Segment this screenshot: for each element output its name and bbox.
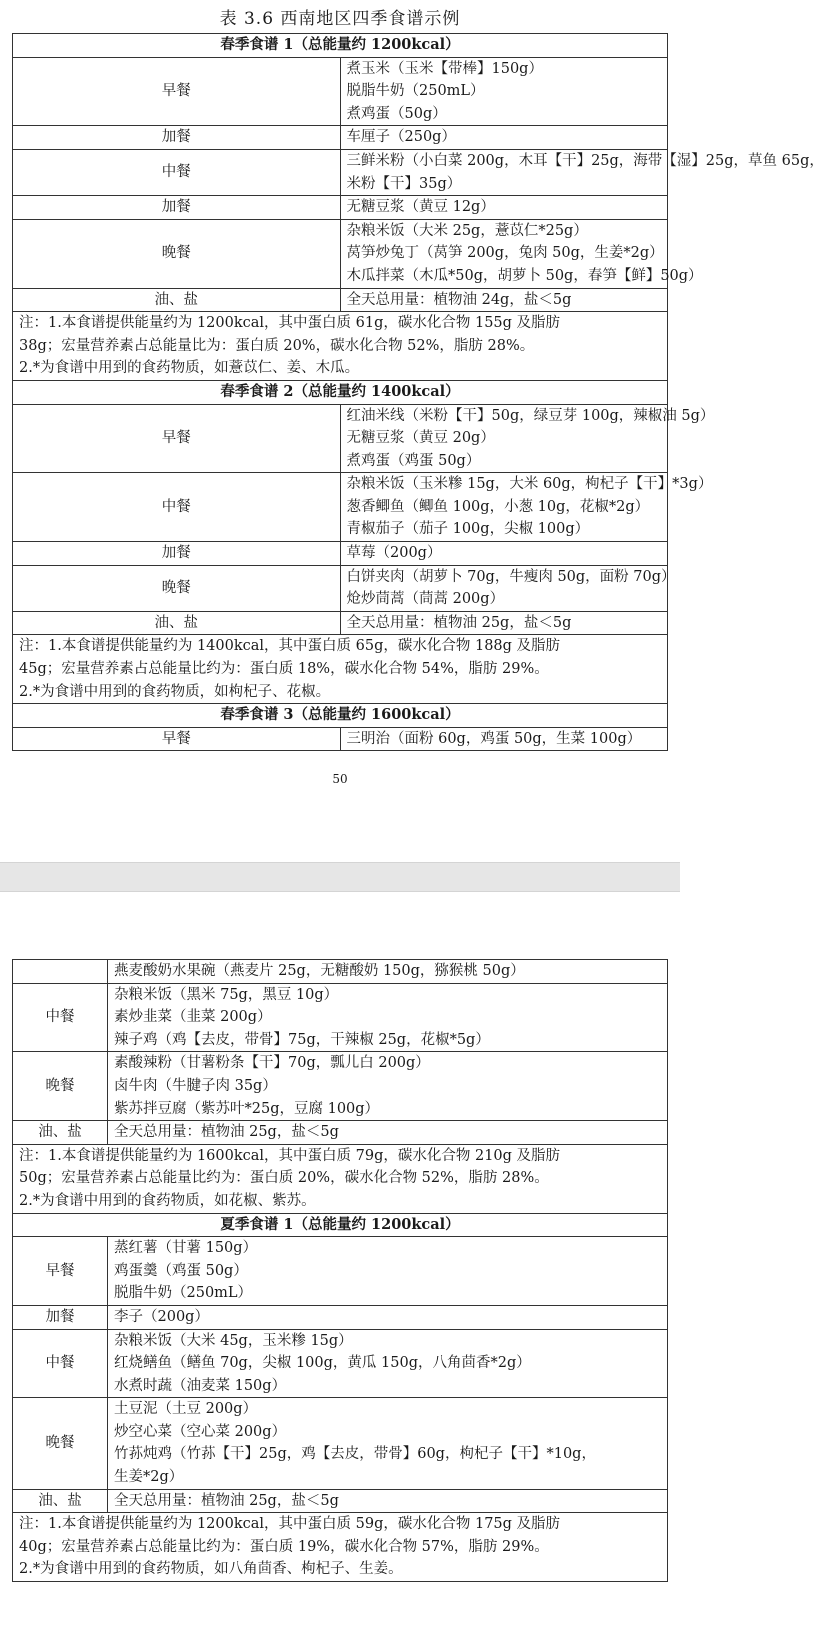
menu-section-title: 夏季食谱 1（总能量约 1200kcal） <box>13 1213 668 1237</box>
meal-label: 油、盐 <box>13 288 341 312</box>
dish-line: 红烧鳝鱼（鳝鱼 70g，尖椒 100g，黄瓜 150g，八角茴香*2g） <box>114 1355 531 1372</box>
dish-line: 全天总用量：植物油 25g，盐＜5g <box>114 1124 339 1141</box>
meal-label: 中餐 <box>13 473 341 542</box>
dish-line: 杂粮米饭（黑米 75g，黑豆 10g） <box>114 986 339 1003</box>
meal-items <box>340 565 676 611</box>
meal-items <box>108 960 668 984</box>
meal-items <box>340 727 668 751</box>
meal-label: 早餐 <box>13 727 341 751</box>
note-line: 45g；宏量营养素占总能量比约为：蛋白质 18%，碳水化合物 54%，脂肪 29%。 <box>19 661 549 678</box>
dish-line: 蒸红薯（甘薯 150g） <box>114 1240 258 1257</box>
menu-section-title: 春季食谱 2（总能量约 1400kcal） <box>13 380 668 404</box>
nutrition-notes <box>13 635 668 704</box>
meal-row <box>13 727 668 751</box>
dish-line: 全天总用量：植物油 24g，盐＜5g <box>346 291 572 308</box>
meal-label <box>13 960 108 984</box>
notes-row <box>13 312 668 381</box>
meal-label: 加餐 <box>13 196 341 220</box>
dish-line: 杂粮米饭（大米 45g，玉米糁 15g） <box>114 1332 353 1349</box>
dish-line: 卤牛肉（牛腱子肉 35g） <box>114 1077 277 1094</box>
meal-row <box>13 565 668 611</box>
meal-items <box>108 1398 668 1489</box>
dish-line: 无糖豆浆（黄豆 20g） <box>346 430 495 447</box>
meal-items <box>340 196 668 220</box>
page-number: 50 <box>332 772 348 786</box>
menu-header-row <box>13 704 668 728</box>
meal-row <box>13 1237 668 1306</box>
meal-label: 油、盐 <box>13 1121 108 1145</box>
dish-line: 辣子鸡（鸡【去皮，带骨】75g，干辣椒 25g，花椒*5g） <box>114 1031 490 1048</box>
meal-row <box>13 542 668 566</box>
note-line: 注：1.本食谱提供能量约为 1400kcal，其中蛋白质 65g，碳水化合物 188g 及脂肪 <box>19 638 561 655</box>
dish-line: 煮鸡蛋（鸡蛋 50g） <box>346 452 481 469</box>
dish-line: 脱脂牛奶（250mL） <box>114 1285 253 1302</box>
notes-row <box>13 1144 668 1213</box>
meal-label: 早餐 <box>13 57 341 126</box>
meal-row <box>13 288 668 312</box>
notes-row <box>13 635 668 704</box>
nutrition-notes <box>13 1513 668 1582</box>
meal-items <box>340 473 713 542</box>
menu-section-title: 春季食谱 1（总能量约 1200kcal） <box>13 34 668 58</box>
notes-row <box>13 1513 668 1582</box>
dish-line: 白饼夹肉（胡萝卜 70g，牛瘦肉 50g，面粉 70g） <box>346 568 676 585</box>
note-line: 注：1.本食谱提供能量约为 1200kcal，其中蛋白质 61g，碳水化合物 155g 及脂肪 <box>19 315 561 332</box>
dish-line: 李子（200g） <box>114 1308 209 1325</box>
meal-label: 中餐 <box>13 149 341 195</box>
meal-label: 加餐 <box>13 1305 108 1329</box>
meal-row <box>13 57 668 126</box>
dish-line: 杂粮米饭（玉米糁 15g，大米 60g，枸杞子【干】*3g） <box>346 476 713 493</box>
meal-row <box>13 983 668 1052</box>
meal-items <box>340 149 824 195</box>
meal-items <box>108 1329 668 1398</box>
meal-items <box>108 1305 668 1329</box>
dish-line: 三鲜米粉（小白菜 200g，木耳【干】25g，海带【湿】25g，草鱼 65g， <box>346 152 824 169</box>
meal-label: 加餐 <box>13 126 341 150</box>
dish-line: 土豆泥（土豆 200g） <box>114 1401 258 1418</box>
dish-line: 炝炒茼蒿（茼蒿 200g） <box>346 591 505 608</box>
menu-table-page-2 <box>12 959 668 1582</box>
menu-header-row <box>13 34 668 58</box>
meal-items <box>108 1489 668 1513</box>
dish-line: 生姜*2g） <box>114 1469 184 1486</box>
dish-line: 杂粮米饭（大米 25g，薏苡仁*25g） <box>346 222 588 239</box>
dish-line: 草莓（200g） <box>346 545 442 562</box>
dish-line: 水煮时蔬（油麦菜 150g） <box>114 1377 287 1394</box>
dish-line: 莴笋炒兔丁（莴笋 200g，兔肉 50g，生姜*2g） <box>346 245 664 262</box>
document-page-2 <box>0 892 680 1631</box>
meal-row <box>13 473 668 542</box>
table-caption: 表 3.6 西南地区四季食谱示例 <box>219 9 461 29</box>
page-separator <box>0 862 680 892</box>
note-line: 2.*为食谱中用到的食药物质，如枸杞子、花椒。 <box>19 683 331 700</box>
note-line: 50g；宏量营养素占总能量比约为：蛋白质 20%，碳水化合物 52%，脂肪 28%。 <box>19 1170 549 1187</box>
meal-label: 中餐 <box>13 1329 108 1398</box>
dish-line: 素酸辣粉（甘薯粉条【干】70g，瓢儿白 200g） <box>114 1055 430 1072</box>
meal-items <box>108 1121 668 1145</box>
note-line: 2.*为食谱中用到的食药物质，如薏苡仁、姜、木瓜。 <box>19 360 360 377</box>
dish-line: 全天总用量：植物油 25g，盐＜5g <box>346 614 572 631</box>
meal-label: 晚餐 <box>13 1398 108 1489</box>
meal-label: 晚餐 <box>13 1052 108 1121</box>
meal-row <box>13 960 668 984</box>
meal-items <box>108 1052 668 1121</box>
dish-line: 鸡蛋羹（鸡蛋 50g） <box>114 1262 248 1279</box>
meal-row <box>13 1329 668 1398</box>
dish-line: 煮玉米（玉米【带棒】150g） <box>346 60 543 77</box>
meal-items <box>108 1237 668 1306</box>
dish-line: 燕麦酸奶水果碗（燕麦片 25g，无糖酸奶 150g，猕猴桃 50g） <box>114 963 525 979</box>
meal-row <box>13 149 668 195</box>
dish-line: 车厘子（250g） <box>346 129 456 146</box>
dish-line: 葱香鲫鱼（鲫鱼 100g，小葱 10g，花椒*2g） <box>346 498 650 515</box>
meal-row <box>13 1121 668 1145</box>
nutrition-notes <box>13 312 668 381</box>
meal-row <box>13 126 668 150</box>
meal-label: 晚餐 <box>13 219 341 288</box>
meal-label: 中餐 <box>13 983 108 1052</box>
meal-row <box>13 196 668 220</box>
dish-line: 米粉【干】35g） <box>346 175 462 192</box>
menu-section-title: 春季食谱 3（总能量约 1600kcal） <box>13 704 668 728</box>
note-line: 注：1.本食谱提供能量约为 1600kcal，其中蛋白质 79g，碳水化合物 210g 及脂肪 <box>19 1147 561 1164</box>
menu-table-page-1 <box>12 33 824 751</box>
note-line: 2.*为食谱中用到的食药物质，如花椒、紫苏。 <box>19 1192 316 1209</box>
meal-label: 油、盐 <box>13 611 341 635</box>
note-line: 40g；宏量营养素占总能量比约为：蛋白质 19%，碳水化合物 57%，脂肪 29%。 <box>19 1538 549 1555</box>
note-line: 38g；宏量营养素占总能量比为：蛋白质 20%，碳水化合物 52%，脂肪 28%。 <box>19 337 535 354</box>
dish-line: 红油米线（米粉【干】50g，绿豆芽 100g，辣椒油 5g） <box>346 407 715 424</box>
meal-label: 早餐 <box>13 1237 108 1306</box>
dish-line: 青椒茄子（茄子 100g，尖椒 100g） <box>346 521 590 538</box>
meal-label: 油、盐 <box>13 1489 108 1513</box>
dish-line: 三明治（面粉 60g，鸡蛋 50g，生菜 100g） <box>346 730 642 747</box>
menu-header-row <box>13 1213 668 1237</box>
dish-line: 炒空心菜（空心菜 200g） <box>114 1423 287 1440</box>
meal-items <box>108 983 668 1052</box>
meal-items <box>340 542 668 566</box>
meal-row <box>13 404 668 473</box>
meal-items <box>340 126 668 150</box>
meal-items <box>340 404 715 473</box>
dish-line: 素炒韭菜（韭菜 200g） <box>114 1009 272 1026</box>
meal-row <box>13 1305 668 1329</box>
meal-row <box>13 1489 668 1513</box>
meal-row <box>13 219 668 288</box>
dish-line: 全天总用量：植物油 25g，盐＜5g <box>114 1492 339 1509</box>
meal-items <box>340 57 668 126</box>
meal-row <box>13 1398 668 1489</box>
meal-label: 早餐 <box>13 404 341 473</box>
meal-label: 晚餐 <box>13 565 341 611</box>
meal-items <box>340 288 668 312</box>
dish-line: 脱脂牛奶（250mL） <box>346 83 485 100</box>
dish-line: 竹荪炖鸡（竹荪【干】25g，鸡【去皮，带骨】60g，枸杞子【干】*10g， <box>114 1446 596 1463</box>
note-line: 2.*为食谱中用到的食药物质，如八角茴香、枸杞子、生姜。 <box>19 1561 403 1578</box>
menu-header-row <box>13 380 668 404</box>
meal-items <box>340 611 668 635</box>
meal-row <box>13 1052 668 1121</box>
note-line: 注：1.本食谱提供能量约为 1200kcal，其中蛋白质 59g，碳水化合物 175g 及脂肪 <box>19 1516 561 1533</box>
dish-line: 煮鸡蛋（50g） <box>346 105 447 122</box>
dish-line: 紫苏拌豆腐（紫苏叶*25g，豆腐 100g） <box>114 1100 380 1117</box>
dish-line: 木瓜拌菜（木瓜*50g，胡萝卜 50g，春笋【鲜】50g） <box>346 267 703 284</box>
meal-row <box>13 611 668 635</box>
meal-label: 加餐 <box>13 542 341 566</box>
meal-items <box>340 219 703 288</box>
dish-line: 无糖豆浆（黄豆 12g） <box>346 199 495 216</box>
nutrition-notes <box>13 1144 668 1213</box>
